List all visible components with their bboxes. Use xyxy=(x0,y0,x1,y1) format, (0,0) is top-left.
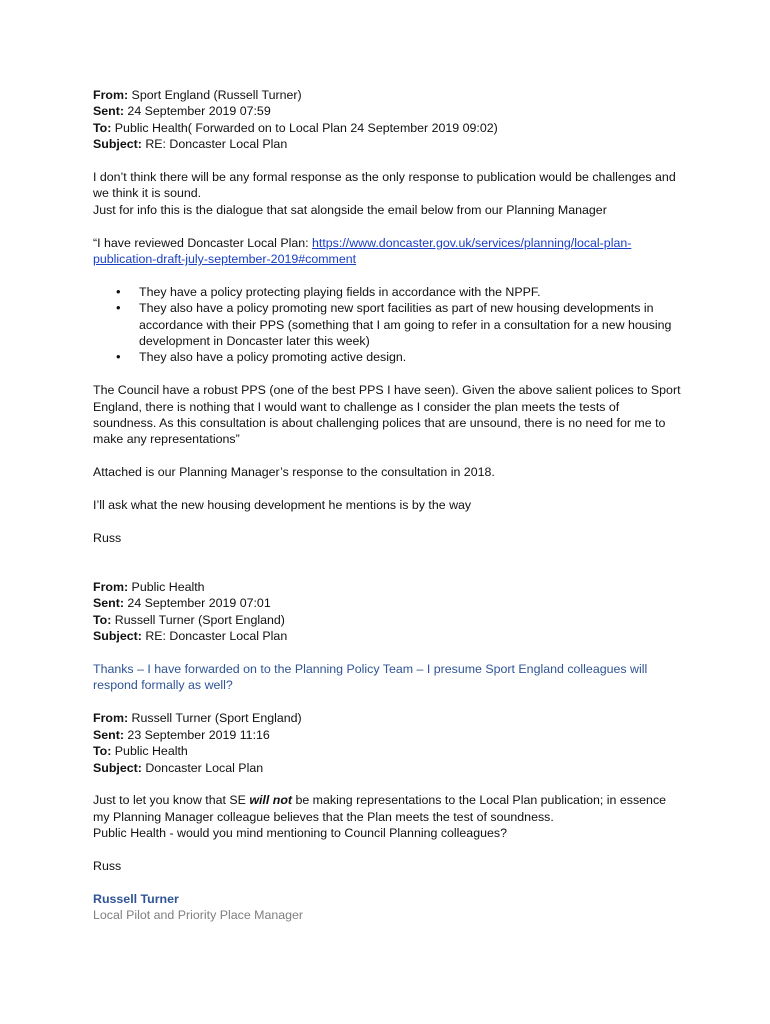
email-thread xyxy=(93,87,683,924)
quote-intro-paragraph xyxy=(93,235,683,268)
signoff-1: Russ xyxy=(93,530,122,545)
to-label: To: xyxy=(93,120,112,135)
from-value: Public Health xyxy=(128,580,205,595)
signature-title: Local Pilot and Priority Place Manager xyxy=(93,908,304,923)
council-paragraph: The Council have a robust PPS (one of the best PPS I have seen). Given the above salient polices to Sport England, there is nothing that I would want to challenge as I consider the plan meets the tests of soundness. As this consultation is about challenging polices that are unsound, there is no need for me to make any representations” xyxy=(93,383,681,447)
subject-label: Subject: xyxy=(93,760,142,775)
from-label: From: xyxy=(93,88,129,102)
subject-value: Doncaster Local Plan xyxy=(141,760,264,775)
list-item: • They also have a policy promoting new sport facilities as part of new housing developments in accordance with their PPS (something that I am going to refer in a consultation for a new housing development in Doncaster later this week) xyxy=(139,300,683,349)
ask-paragraph: I’ll ask what the new housing development he mentions is by the way xyxy=(93,498,472,513)
email-header-3 xyxy=(93,710,683,776)
email1-body-line2: Just for info this is the dialogue that sat alongside the email below from our Planning Manager xyxy=(93,202,607,217)
to-label: To: xyxy=(93,744,112,759)
email3-body-pre: Just to let you know that SE xyxy=(93,793,250,808)
sent-line xyxy=(93,727,683,743)
subject-value: RE: Doncaster Local Plan xyxy=(141,137,288,152)
from-value: Russell Turner (Sport England) xyxy=(128,711,302,726)
subject-line xyxy=(93,136,683,152)
subject-label: Subject: xyxy=(93,137,142,152)
from-line xyxy=(93,579,683,595)
subject-label: Subject: xyxy=(93,629,142,644)
email3-body-emphasis: will not xyxy=(249,793,293,808)
subject-line xyxy=(93,760,683,776)
from-label: From: xyxy=(93,711,129,726)
from-line xyxy=(93,87,683,103)
to-value: Public Health xyxy=(111,744,188,759)
list-item: • They also have a policy promoting active design. xyxy=(139,349,683,365)
subject-value: RE: Doncaster Local Plan xyxy=(141,629,288,644)
email1-body-line1: I don’t think there will be any formal response as the only response to publication would be challenges and we think it is sound. xyxy=(93,170,676,201)
to-line xyxy=(93,612,683,628)
sent-label: Sent: xyxy=(93,104,124,119)
sent-value: 24 September 2019 07:59 xyxy=(123,104,271,119)
signoff-2: Russ xyxy=(93,858,122,873)
from-value: Sport England (Russell Turner) xyxy=(128,88,302,102)
to-line xyxy=(93,743,683,759)
email3-body-post: be making representations to the Local Plan publication; in essence my Planning Manager colleague believes that the Plan meets the test of soundness. xyxy=(93,793,667,824)
to-label: To: xyxy=(93,612,112,627)
to-line xyxy=(93,120,683,136)
quote-intro: “I have reviewed Doncaster Local Plan: xyxy=(93,235,313,250)
from-label: From: xyxy=(93,580,129,595)
policy-bullet-list xyxy=(93,284,683,366)
from-line xyxy=(93,710,683,726)
sent-line xyxy=(93,103,683,119)
subject-line xyxy=(93,628,683,644)
sent-label: Sent: xyxy=(93,596,124,611)
to-value: Russell Turner (Sport England) xyxy=(111,612,285,627)
signature-name: Russell Turner xyxy=(93,891,179,906)
to-value: Public Health( Forwarded on to Local Plan 24 September 2019 09:02) xyxy=(111,120,498,135)
email2-body: Thanks – I have forwarded on to the Planning Policy Team – I presume Sport England colleagues will respond formally as well? xyxy=(93,662,648,693)
email-header-2 xyxy=(93,579,683,645)
sent-value: 23 September 2019 11:16 xyxy=(123,727,270,742)
email-header-1 xyxy=(93,87,683,153)
local-plan-link[interactable]: https://www.doncaster.gov.uk/services/planning/local-plan-publication-draft-july-september-2019#comment xyxy=(93,235,632,267)
email3-body xyxy=(93,792,683,825)
list-item: • They have a policy protecting playing fields in accordance with the NPPF. xyxy=(139,284,683,300)
signature-block xyxy=(93,891,683,924)
attached-paragraph: Attached is our Planning Manager’s response to the consultation in 2018. xyxy=(93,465,495,480)
sent-value: 24 September 2019 07:01 xyxy=(123,596,271,611)
email3-body-line2: Public Health - would you mind mentioning to Council Planning colleagues? xyxy=(93,826,507,841)
sent-label: Sent: xyxy=(93,727,124,742)
sent-line xyxy=(93,595,683,611)
